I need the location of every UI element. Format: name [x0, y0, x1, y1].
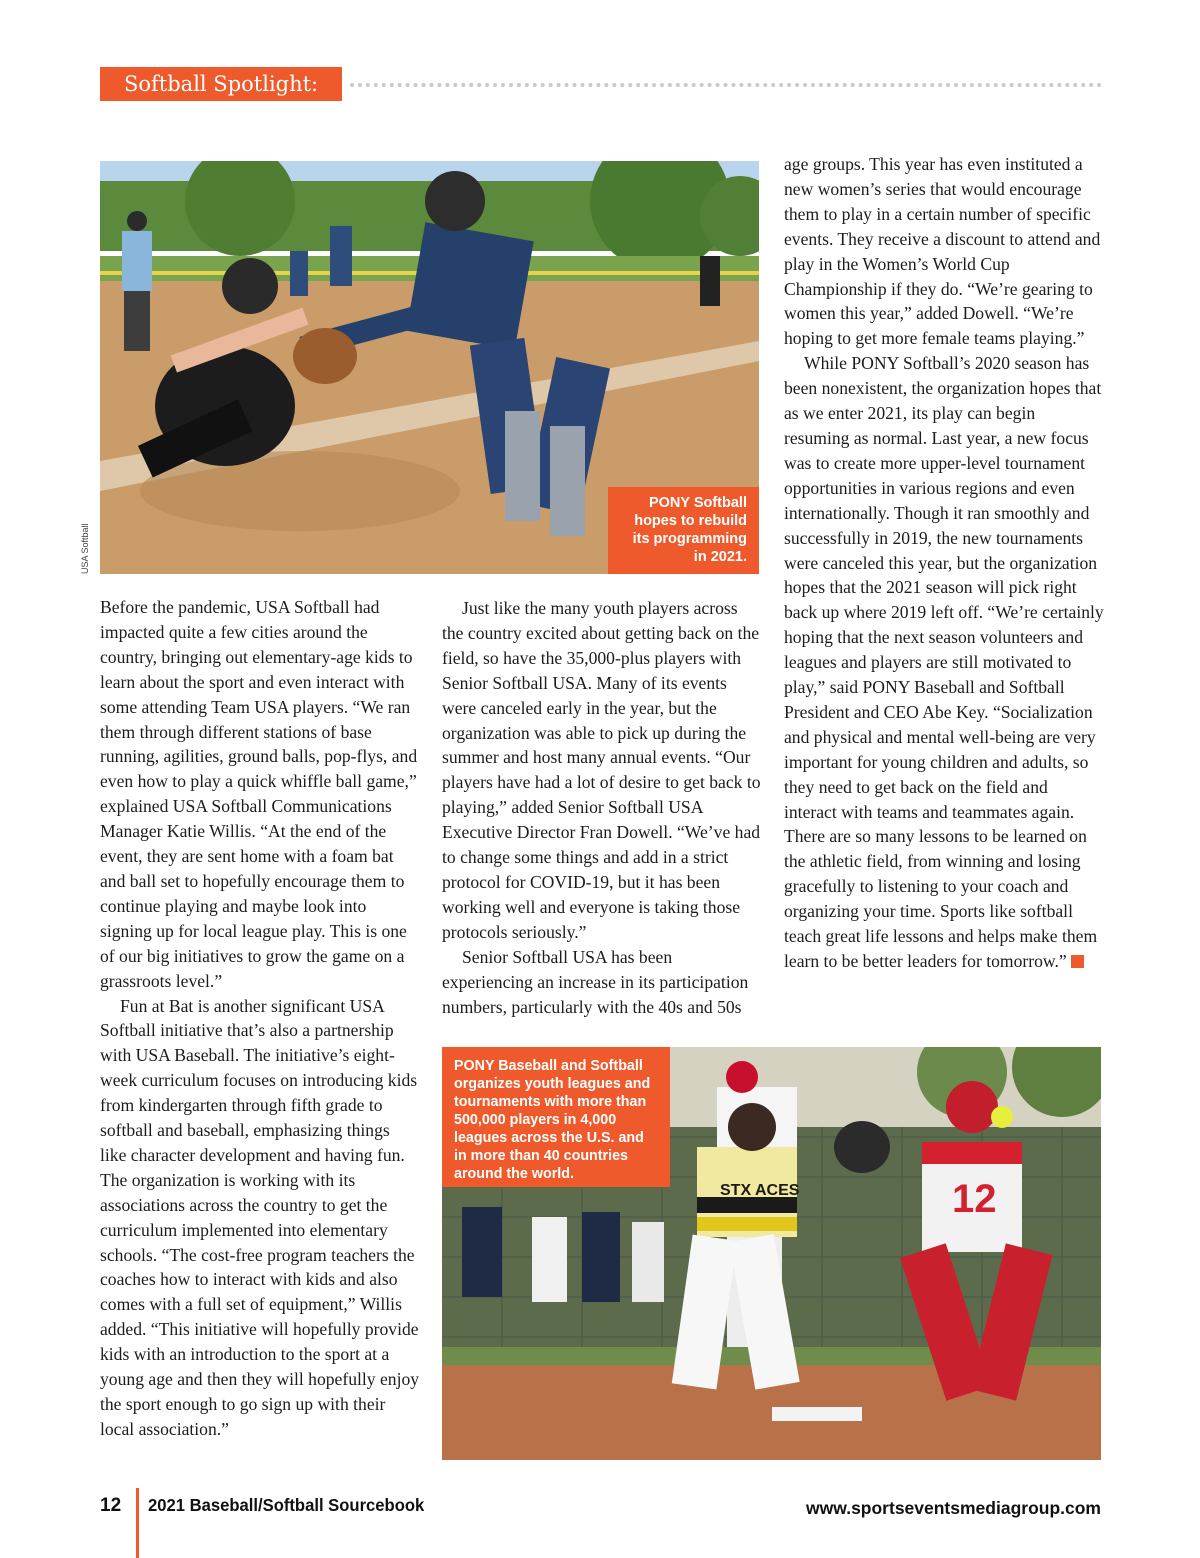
- header-dotted-rule: [350, 83, 1102, 87]
- website-url[interactable]: www.sportseventsmediagroup.com: [806, 1498, 1101, 1518]
- paragraph-with-end-mark: [784, 351, 1104, 974]
- paragraph: Just like the many youth players across the country excited about getting back on the field, so have the 35,000-plus players with Senior Softball USA. Many of its events were canceled early in the year, but the organization was able to pick up during the summer and host many annual events. “Our players have had a lot of desire to get back to playing,” added Senior Softball USA Executive Director Fran Dowell. “We’ve had to change some things and add in a strict protocol for COVID-19, but it has been working well and everyone is taking those protocols seriously.”: [442, 598, 761, 942]
- paragraph-text: While PONY Softball’s 2020 season has been nonexistent, the organization hopes that as we enter 2021, its play can begin resuming as normal. Last year, a new focus was to create more upper-level tournament opportunities in various regions and even internationally. Though it ran smoothly and successfully in 2019, the new tournaments were canceled this year, but the organization hopes that the 2021 season will pick right back up where 2019 left off. “We’re certainly hoping that the next season volunteers and leagues and players are still motivated to play,” said PONY Baseball and Softball President and CEO Abe Key. “Socialization and physical and mental well-being are very important for young children and adults, so they need to get back on the field and interact with teams and teammates again. There are so many lessons to be learned on the athletic field, from winning and losing gracefully to listening to your coach and organizing your time. Sports like softball teach great life lessons and helps make them learn to be better leaders for tomorrow.”: [784, 353, 1104, 971]
- page-number: 12: [100, 1495, 122, 1516]
- photo-caption-bottom: PONY Baseball and Softball organizes youth leagues and tournaments with more than 500,000 players in 4,000 leagues across the U.S. and in more than 40 countries around the world.: [442, 1047, 670, 1187]
- paragraph: Before the pandemic, USA Softball had impacted quite a few cities around the country, bringing out elementary-age kids to learn about the sport and even interact with some attending Team USA players. “We ran them through different stations of base running, agilities, ground balls, pop-flys, and even how to play a quick whiffle ball game,” explained USA Softball Communications Manager Katie Willis. “At the end of the event, they are sent home with a foam bat and ball set to hopefully encourage them to continue playing and maybe look into signing up for local league play. This is one of our big initiatives to grow the game on a grassroots level.”: [100, 597, 418, 991]
- paragraph: age groups. This year has even instituted a new women’s series that would encourage them to play in a certain number of specific events. They receive a discount to attend and play in the Women’s World Cup Championship if they do. “We’re gearing to women this year,” added Dowell. “We’re hoping to get more female teams playing.”: [784, 154, 1101, 349]
- photo-caption-top: PONY Softball hopes to rebuild its programming in 2021.: [608, 487, 759, 574]
- paragraph: Senior Softball USA has been experiencing an increase in its participation numbers, particularly with the 40s and 50s: [442, 946, 749, 1017]
- article-column-1: [100, 595, 420, 1442]
- publication-title: 2021 Baseball/Softball Sourcebook: [148, 1495, 425, 1515]
- footer-accent-rule: [136, 1488, 139, 1558]
- jersey-number: 12: [952, 1177, 997, 1221]
- photo-credit: USA Softball: [80, 523, 90, 574]
- end-of-article-mark: [1071, 955, 1084, 968]
- section-label: Softball Spotlight:: [100, 67, 342, 101]
- jersey-text: STX ACES: [720, 1182, 800, 1199]
- article-column-2: [442, 596, 762, 1019]
- article-column-3: [784, 152, 1104, 974]
- paragraph: Fun at Bat is another significant USA Softball initiative that’s also a partnership with USA Baseball. The initiative’s eight-week curriculum focuses on introducing kids from kindergarten through fifth grade to softball and baseball, emphasizing things like character development and having fun. The organization is working with its associations across the country to get the curriculum implemented into elementary schools. “The cost-free program teachers the coaches how to interact with kids and also comes with a full set of equipment,” Willis added. “This initiative will hopefully provide kids with an introduction to the sport at a young age and then they will hopefully enjoy the sport enough to go sign up with their local association.”: [100, 995, 420, 1439]
